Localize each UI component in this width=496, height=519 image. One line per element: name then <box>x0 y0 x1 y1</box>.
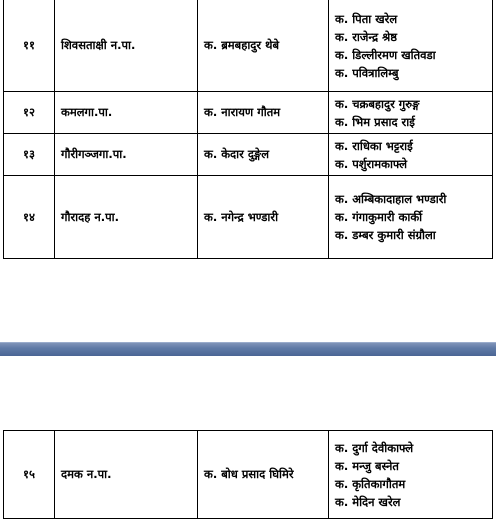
page-separator <box>0 342 496 356</box>
chair-name: क. नगेन्द्र भण्डारी <box>198 176 329 259</box>
serial-number: १४ <box>4 176 55 259</box>
serial-number: ११ <box>4 0 55 92</box>
member-name: क. भिम प्रसाद राई <box>335 114 415 129</box>
members-cell <box>329 92 493 134</box>
chair-name: क. बोध प्रसाद घिमिरे <box>198 431 329 519</box>
member-name: क. गंगाकुमारी कार्की <box>335 210 423 224</box>
member-name: क. डम्बर कुमारी संग्रौला <box>335 228 436 242</box>
member-name: क. पवित्रालिम्बु <box>335 65 399 80</box>
member-name: क. डिल्लीरमण खतिवडा <box>335 47 436 62</box>
municipality-name: शिवसताक्षी न.पा. <box>55 0 198 92</box>
municipality-name: गौरीगञ्जगा.पा. <box>55 134 198 176</box>
committee-table-bottom <box>3 430 493 519</box>
table-row <box>4 0 493 92</box>
member-name: क. राधिका भट्टराई <box>335 138 413 153</box>
member-name: क. कृतिकागौतम <box>335 476 406 491</box>
table-row <box>4 92 493 134</box>
table-row <box>4 134 493 176</box>
chair-name: क. ब्रमबहादुर थेबे <box>198 0 329 92</box>
members-cell <box>329 134 493 176</box>
member-name: क. अम्बिकादाहाल भण्डारी <box>335 192 447 206</box>
member-name: क. पिता खरेल <box>335 11 398 26</box>
municipality-name: दमक न.पा. <box>55 431 198 519</box>
table-row <box>4 431 493 519</box>
members-cell <box>329 431 493 519</box>
member-name: क. राजेन्द्र श्रेष्ठ <box>335 29 397 44</box>
chair-name: क. नारायण गौतम <box>198 92 329 134</box>
member-name: क. दुर्गा देवीकाफ्ले <box>335 440 414 455</box>
member-name: क. मन्जु बस्नेत <box>335 458 399 473</box>
serial-number: १५ <box>4 431 55 519</box>
municipality-name: गौरादह न.पा. <box>55 176 198 259</box>
municipality-name: कमलगा.पा. <box>55 92 198 134</box>
members-cell <box>329 0 493 92</box>
member-name: क. चक्रबहादुर गुरुङ्ग <box>335 96 420 111</box>
table-row <box>4 176 493 259</box>
member-name: क. मेदिन खरेल <box>335 494 401 509</box>
member-name: क. पर्शुरामकाफ्ले <box>335 156 408 171</box>
chair-name: क. केदार दुङ्गेल <box>198 134 329 176</box>
serial-number: १३ <box>4 134 55 176</box>
members-cell <box>329 176 493 259</box>
serial-number: १२ <box>4 92 55 134</box>
committee-table-top <box>3 0 493 259</box>
